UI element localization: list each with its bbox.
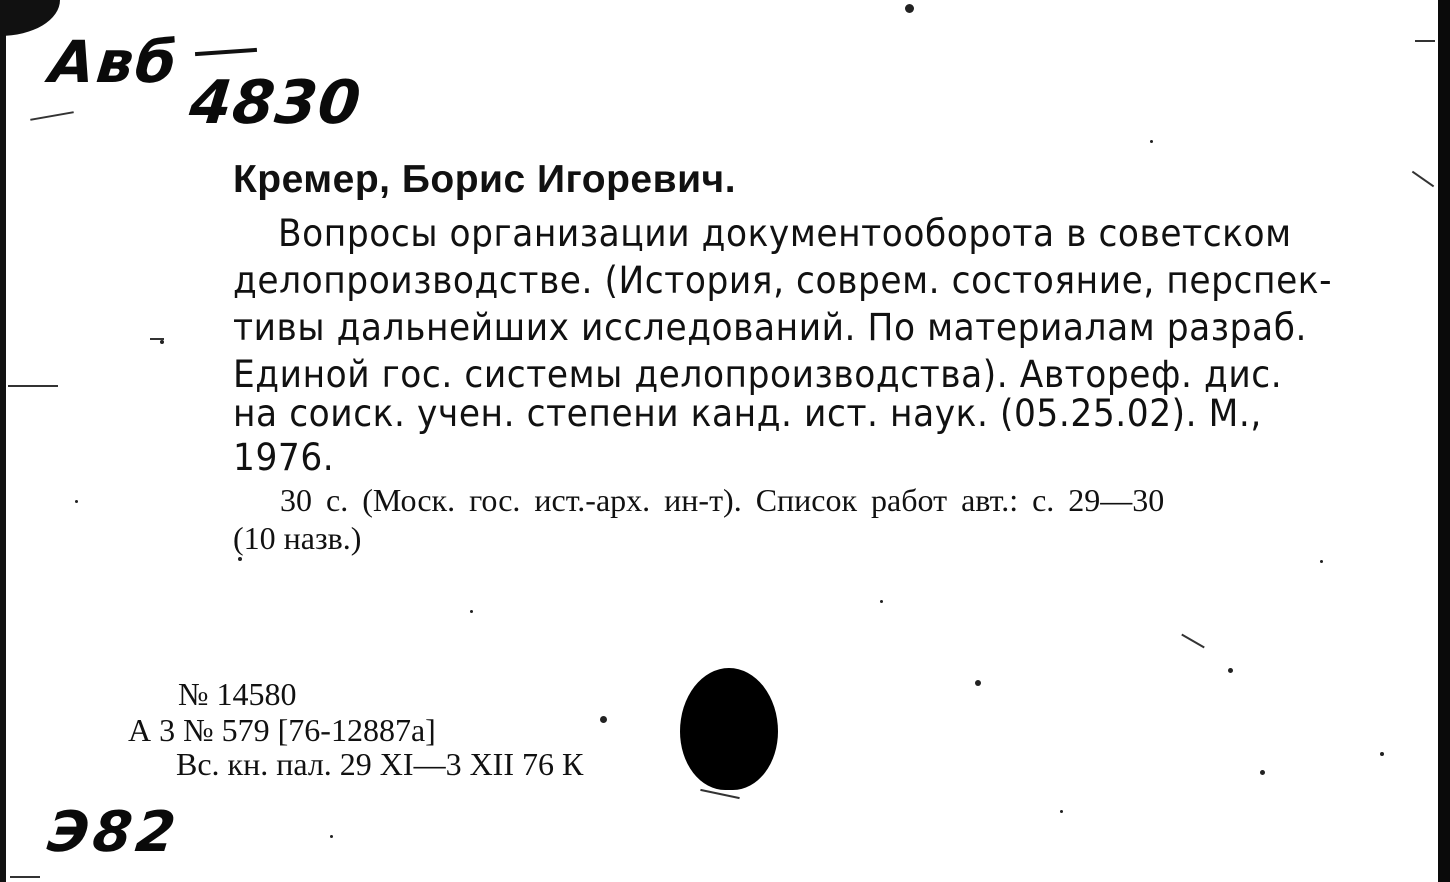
handwritten-shelfmark-number: 4830 xyxy=(186,68,365,138)
title-line: Единой гос. системы делопроизводства). Автореф. дис. xyxy=(233,353,1283,396)
scan-mark xyxy=(150,338,164,340)
speck xyxy=(1060,810,1063,813)
author-heading: Кремер, Борис Игоревич. xyxy=(233,158,737,201)
speck xyxy=(160,340,164,344)
speck xyxy=(905,4,914,13)
speck xyxy=(470,610,473,613)
description-line: (10 назв.) xyxy=(233,520,362,556)
speck xyxy=(1320,560,1323,563)
description-line: 30 с. (Моск. гос. ист.-арх. ин-т). Список работ авт.: с. 29—30 xyxy=(280,482,1165,518)
title-line: делопроизводстве. (История, соврем. состояние, перспек- xyxy=(233,259,1333,302)
card-corner-shadow xyxy=(0,0,60,36)
title-line: 1976. xyxy=(233,436,335,479)
scan-mark xyxy=(30,111,74,121)
scan-mark xyxy=(8,385,58,387)
speck xyxy=(1260,770,1265,775)
scan-mark xyxy=(1412,171,1434,188)
speck xyxy=(1228,668,1233,673)
handwritten-fraction-line xyxy=(195,48,257,56)
speck xyxy=(975,680,981,686)
card-punch-hole xyxy=(680,668,778,790)
title-line: Вопросы организации документооборота в советском xyxy=(278,212,1292,255)
title-line: на соиск. учен. степени канд. ист. наук. (05.25.02). М., xyxy=(233,392,1262,435)
card-right-edge xyxy=(1438,0,1450,882)
speck xyxy=(330,835,333,838)
book-chamber-line: Вс. кн. пал. 29 XI—3 XII 76 К xyxy=(176,746,584,782)
scan-mark xyxy=(10,876,40,878)
speck xyxy=(600,716,607,723)
card-left-edge xyxy=(0,0,6,882)
speck xyxy=(880,600,883,603)
handwritten-corner-mark: Э82 xyxy=(44,800,183,865)
speck xyxy=(1150,140,1153,143)
registration-number: № 14580 xyxy=(178,676,297,712)
speck xyxy=(1380,752,1384,756)
scan-mark xyxy=(700,789,740,799)
scan-mark xyxy=(1181,634,1205,649)
title-line: тивы дальнейших исследований. По материалам разраб. xyxy=(233,306,1307,349)
speck xyxy=(238,557,242,561)
speck xyxy=(75,500,78,503)
scan-mark xyxy=(1415,40,1435,42)
handwritten-shelfmark: Авб xyxy=(46,28,182,96)
registration-record: А 3 № 579 [76-12887а] xyxy=(128,712,436,748)
